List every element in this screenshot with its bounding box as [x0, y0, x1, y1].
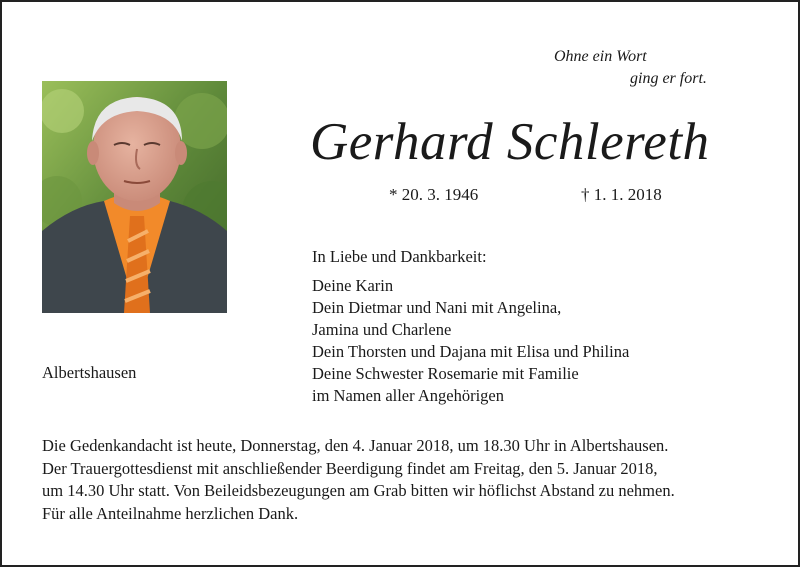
death-date: † 1. 1. 2018: [581, 185, 662, 204]
mourners-list: [312, 275, 629, 407]
notice-line: Die Gedenkandacht ist heute, Donnerstag, den 4. Januar 2018, um 18.30 Uhr in Albertshausen.: [42, 436, 669, 455]
mourner-line: Dein Thorsten und Dajana mit Elisa und Philina: [312, 342, 630, 361]
portrait-photo: [42, 81, 227, 313]
mourner-line: Jamina und Charlene: [312, 320, 452, 339]
notice-line: um 14.30 Uhr statt. Von Beileidsbezeugungen am Grab bitten wir höflichst Abstand zu nehmen.: [42, 481, 675, 500]
motto-line-1: Ohne ein Wort: [554, 48, 647, 65]
birth-date: * 20. 3. 1946: [389, 185, 479, 204]
mourner-line: im Namen aller Angehörigen: [312, 386, 504, 405]
service-notice: [42, 435, 772, 525]
mourner-line: Deine Schwester Rosemarie mit Familie: [312, 364, 579, 383]
mourners-intro: In Liebe und Dankbarkeit:: [312, 247, 487, 266]
motto-line-2: ging er fort.: [630, 70, 707, 87]
deceased-name: Gerhard Schlereth: [310, 113, 710, 171]
mourner-line: Deine Karin: [312, 276, 394, 295]
mourner-line: Dein Dietmar und Nani mit Angelina,: [312, 298, 562, 317]
notice-line: Für alle Anteilnahme herzlichen Dank.: [42, 503, 299, 523]
place-name: Albertshausen: [42, 363, 137, 382]
notice-line: Der Trauergottesdienst mit anschließender Beerdigung findet am Freitag, den 5. Januar 2018,: [42, 458, 658, 478]
